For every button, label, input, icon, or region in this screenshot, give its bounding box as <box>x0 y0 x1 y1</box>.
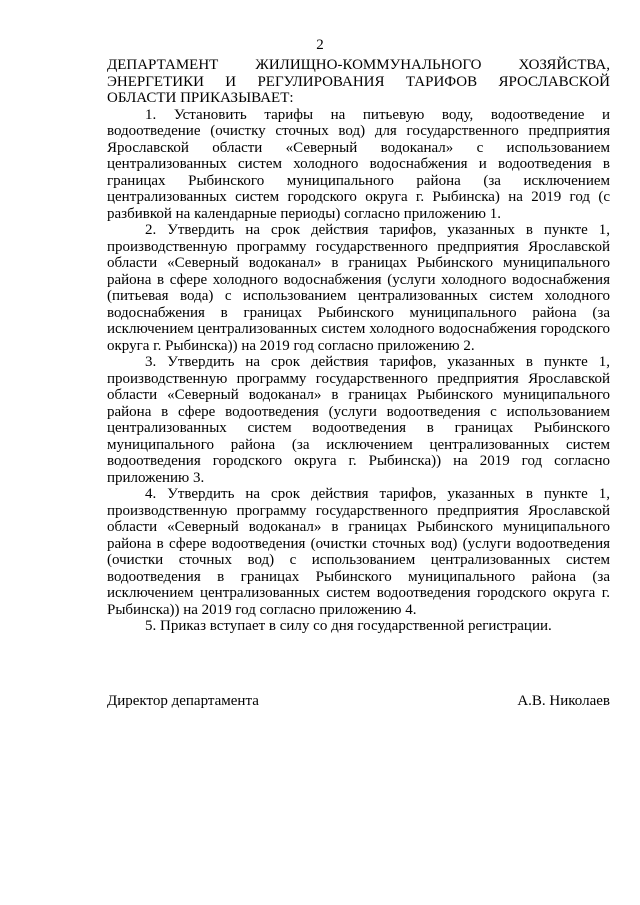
order-preamble: ДЕПАРТАМЕНТ ЖИЛИЩНО-КОММУНАЛЬНОГО ХОЗЯЙСТВА, ЭНЕРГЕТИКИ И РЕГУЛИРОВАНИЯ ТАРИФОВ ЯРОСЛАВСКОЙ ОБЛАСТИ ПРИКАЗЫВАЕТ: <box>107 57 610 106</box>
signatory-name: А.В. Николаев <box>517 693 610 709</box>
signatory-position: Директор департамента <box>107 693 259 709</box>
order-item-3: 3. Утвердить на срок действия тарифов, указанных в пункте 1, производственную программу государственного предприятия Ярославской области «Северный водоканал» в границах Рыбинского муниципального района в сфере водоотведения (услуги водоотведения с использованием централизованных систем водоотведения в границах Рыбинского муниципального района (за исключением централизованных систем водоотведения городского округа г. Рыбинска)) на 2019 год согласно приложению 3. <box>107 354 610 486</box>
page-number: 2 <box>316 37 324 53</box>
order-item-2: 2. Утвердить на срок действия тарифов, указанных в пункте 1, производственную программу государственного предприятия Ярославской области «Северный водоканал» в границах Рыбинского муниципального района в сфере холодного водоснабжения (услуги холодного водоснабжения (питьевая вода) с использованием централизованных систем холодного водоснабжения в границах Рыбинского муниципального района (за исключением централизованных систем холодного водоснабжения городского округа г. Рыбинска)) на 2019 год согласно приложению 2. <box>107 222 610 354</box>
order-body <box>107 57 610 635</box>
order-item-4: 4. Утвердить на срок действия тарифов, указанных в пункте 1, производственную программу государственного предприятия Ярославской области «Северный водоканал» в границах Рыбинского муниципального района в сфере водоотведения (очистки сточных вод) (услуги водоотведения (очистки сточных вод) с использованием централизованных систем водоотведения в границах Рыбинского муниципального района (за исключением централизованных систем водоотведения городского округа г. Рыбинска)) на 2019 год согласно приложению 4. <box>107 486 610 618</box>
order-item-5: 5. Приказ вступает в силу со дня государственной регистрации. <box>145 618 552 634</box>
order-item-1: 1. Установить тарифы на питьевую воду, водоотведение и водоотведение (очистку сточных вод) для государственного предприятия Ярославской области «Северный водоканал» с использованием централизованных систем холодного водоснабжения и водоотведения в границах Рыбинского муниципального района (за исключением централизованных систем городского округа г. Рыбинска) на 2019 год (с разбивкой на календарные периоды) согласно приложению 1. <box>107 106 610 222</box>
